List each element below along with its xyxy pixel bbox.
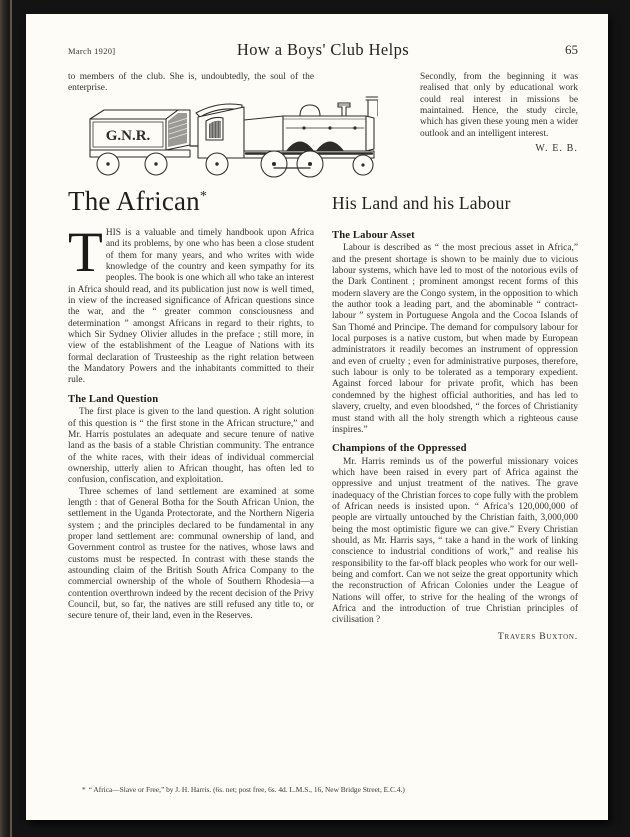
article-title-right: His Land and his Labour <box>332 193 511 213</box>
subheading-champions-of-the-oppressed: Champions of the Oppressed <box>332 443 467 455</box>
previous-article-signature: W. E. B. <box>535 143 578 155</box>
previous-article-tail <box>68 72 578 184</box>
magazine-page <box>26 14 608 820</box>
left-opening-paragraph <box>68 221 314 387</box>
previous-article-right-text: Secondly, from the beginning it was realised that only by educational work could real interest in missions be maintained. Hence, the study circle, which has given these young men a wider outlook and an intelligent interest. <box>420 72 578 139</box>
steam-locomotive-drawing <box>78 88 378 180</box>
subheading-land-question: The Land Question <box>68 393 159 405</box>
scan-bed-edge <box>0 0 10 837</box>
scan-bed-edge-line <box>10 0 12 837</box>
article-title-left <box>68 186 314 217</box>
footnote-text: “ Africa—Slave or Free,” by J. H. Harris. (6s. net; post free, 6s. 4d. L.M.S., 16, New Bridge Street, E.C.4.) <box>88 785 405 794</box>
running-head <box>68 40 578 62</box>
previous-article-left-text: to members of the club. She is, undoubtedly, the soul of the enterprise. <box>68 72 314 94</box>
right-paragraph-1: Labour is described as “ the most precious asset in Africa,” and the present shortage is shown to be mainly due to vicious labour systems, which have led to most of the notorious evils of the Dark Continent ; prominent amongst recent forms of this modern slavery are the Congo system, in the opposition to which the author took a leading part, and the abominable “ contract-labour ” system in Portuguese Angola and the Cocoa Islands of San Thomé and Principe. The demand for compulsory labour for local purposes is a native custom, but when made by European administrators it readily becomes an instrument of oppression and even of cruelty ; even for administrative purposes, therefore, such labour is only to be tolerated as a temporary expedient. Against forced labour for private profit, which has been condemned by the highest official authorities, and has led to slavery, cruelty, and even bloodshed, “ the forces of Christianity must stand with all the holy strength which a righteous cause inspires.” <box>332 243 578 435</box>
article-body <box>68 221 578 776</box>
running-head-title: How a Boys' Club Helps <box>236 40 410 59</box>
left-opening-paragraph-text: HIS is a valuable and timely handbook upon Africa and its problems, by one who has been a close student of them for many years, and who writes with wide knowledge of the country and keen sympathy for its peoples. The book is one which all who take an interest in Africa should read, and its publication just now is well timed, in view of the increased significance of African questions since the war, and the “ greater common consciousness and determination ” amongst Africans in regard to their rights, to which Sir Sydney Olivier alludes in the preface ; still more, in view of the establishment of the League of Nations with its formal declaration of Trusteeship as the right relation between the Mandatory Powers and the inhabitants committed to their rule. <box>68 228 314 386</box>
subheading-labour-asset: The Labour Asset <box>332 230 415 241</box>
article-byline: Travers Buxton. <box>497 630 578 642</box>
left-paragraph-2: The first place is given to the land question. A right solution of this question is “ the first stone in the African structure,” and Mr. Harris postulates an adequate and secure tenure of native land as the basis of a stable Christian community. The entrance of the white races, with their ideas of individual commercial ownership, utterly alien to African thought, has often led to confusion, confiscation, and exploitation. <box>68 407 314 486</box>
left-paragraph-3: Three schemes of land settlement are examined at some length : that of General Botha for the South African Union, the settlement in the Uganda Protectorate, and the Northern Nigeria system ; and the principles declared to be fundamental in any proper land settlement are: communal ownership of land, and Government control as trustee for the natives, whose laws and customs must be respected. In contrast with these stands the astounding claim of the British South Africa Company to the commercial ownership of the whole of Southern Rhodesia—a contention overthrown indeed by the recent decision of the Privy Council, but, so far, the natives are still refused any title to, or secure tenure of, their land, even in the Reserves. <box>68 486 314 622</box>
page-number: 65 <box>565 42 578 57</box>
left-column <box>68 221 314 623</box>
right-paragraph-2: Mr. Harris reminds us of the powerful missionary voices which have been raised in every part of Africa against the oppressive and unjust treatment of the natives. The grave inadequacy of the Christian forces to cope fully with the problem of African needs is insisted upon. “ Africa’s 120,000,000 of people are virtually untouched by the Christian faith, 3,000,000 being the most optimistic figure we can give.” Every Christian should, as Mr. Harris says, “ take a hand in the work of linking conscience to industrial conditions of work,” and realise his responsibility to the far-off black peoples who work for our well-being and comfort. Can we not seize the great opportunity which the reconstruction of African Colonies under the League of Nations will offer, to strive for the healing of the wrongs of Africa and the introduction of true Christian principles of civilisation ? <box>332 456 578 626</box>
drop-cap: T <box>68 221 103 284</box>
right-column <box>332 228 578 642</box>
footnote-marker: * <box>199 189 208 204</box>
footnote-star: * <box>82 785 86 794</box>
footnote <box>68 785 578 794</box>
article-title-left-text: The African <box>68 186 200 216</box>
tender-lettering: G.N.R. <box>105 128 151 144</box>
issue-date: March 1920] <box>68 46 116 56</box>
headline-row <box>68 186 578 226</box>
